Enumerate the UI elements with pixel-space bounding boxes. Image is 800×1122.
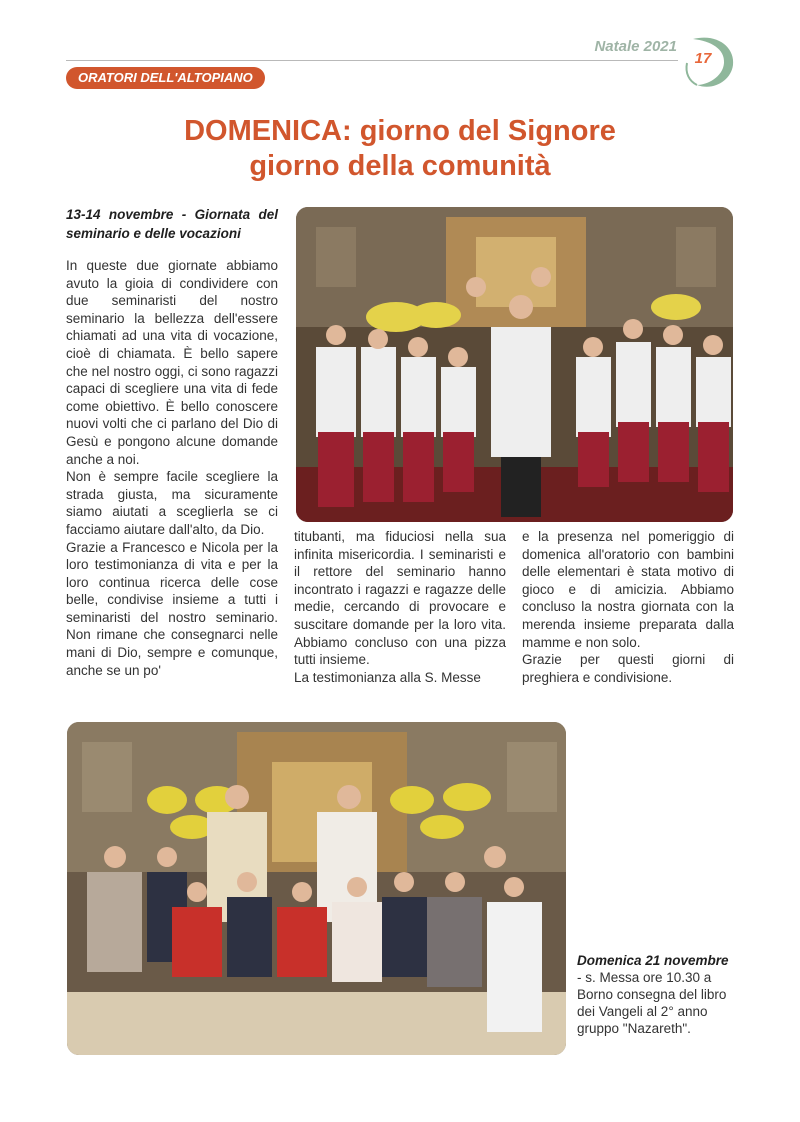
paragraph: titubanti, ma fiduciosi nella sua infinita misericordia. I seminaristi e il rettore del seminario hanno incontrato i ragazzi e ragazze delle medie, cercando di provocare e suscitare domande per la loro vita. Abbiamo concluso con una pizza tutti insieme. xyxy=(294,529,506,668)
photo-children-group xyxy=(67,722,566,1055)
header-rule xyxy=(66,60,678,61)
text-column-3 xyxy=(522,528,734,686)
paragraph: Grazie a Francesco e Nicola per la loro testimonianza di vita e per la loro continua ricerca delle cose belle, condivise insieme a tutti i seminaristi del nostro seminario. Non rimane che consegnarci nelle mani di Dio, sempre e comunque, anche se un po' xyxy=(66,539,278,678)
caption-heading: Domenica 21 novembre xyxy=(577,953,729,968)
photo-caption xyxy=(577,952,737,1037)
title-line-1: DOMENICA: giorno del Signore xyxy=(184,115,616,147)
text-column-1 xyxy=(66,257,278,679)
text-column-2 xyxy=(294,528,506,686)
photo-altar-servers xyxy=(296,207,733,522)
paragraph: Non è sempre facile scegliere la strada giusta, ma sicuramente siamo aiutati a sceglierla se ci facciamo aiutare dall'alto, da Dio. xyxy=(66,469,278,537)
section-label: ORATORI DELL'ALTOPIANO xyxy=(66,67,265,89)
page-number: 17 xyxy=(694,50,712,67)
article-subheading: 13-14 novembre - Giornata del seminario e delle vocazioni xyxy=(66,207,278,241)
paragraph: Grazie per questi giorni di preghiera e condivisione. xyxy=(522,652,734,685)
caption-text: - s. Messa ore 10.30 a Borno consegna del libro dei Vangeli al 2° anno gruppo "Nazareth". xyxy=(577,970,727,1036)
paragraph: In queste due giornate abbiamo avuto la gioia di condividere con due seminaristi del nostro seminario la bellezza dell'essere chiamati ad una vita di vocazione, cioè di chiamata. È bello sapere che nel nostro oggi, ci sono ragazzi capaci di scegliere una vita di fede come obiettivo. È bello conoscere nuovi volti che ci parlano del Dio di Gesù e pongono alcune domande anche a noi. xyxy=(66,258,278,467)
page-title xyxy=(0,114,800,184)
title-line-2: giorno della comunità xyxy=(249,150,551,182)
issue-label: Natale 2021 xyxy=(594,38,677,55)
paragraph: La testimonianza alla S. Messe xyxy=(294,669,481,685)
paragraph: e la presenza nel pomeriggio di domenica all'oratorio con bambini delle elementari è stata motivo di gioco e di amicizia. Abbiamo concluso la nostra giornata con la merenda insieme preparata dalla mamme e non solo. xyxy=(522,529,734,650)
